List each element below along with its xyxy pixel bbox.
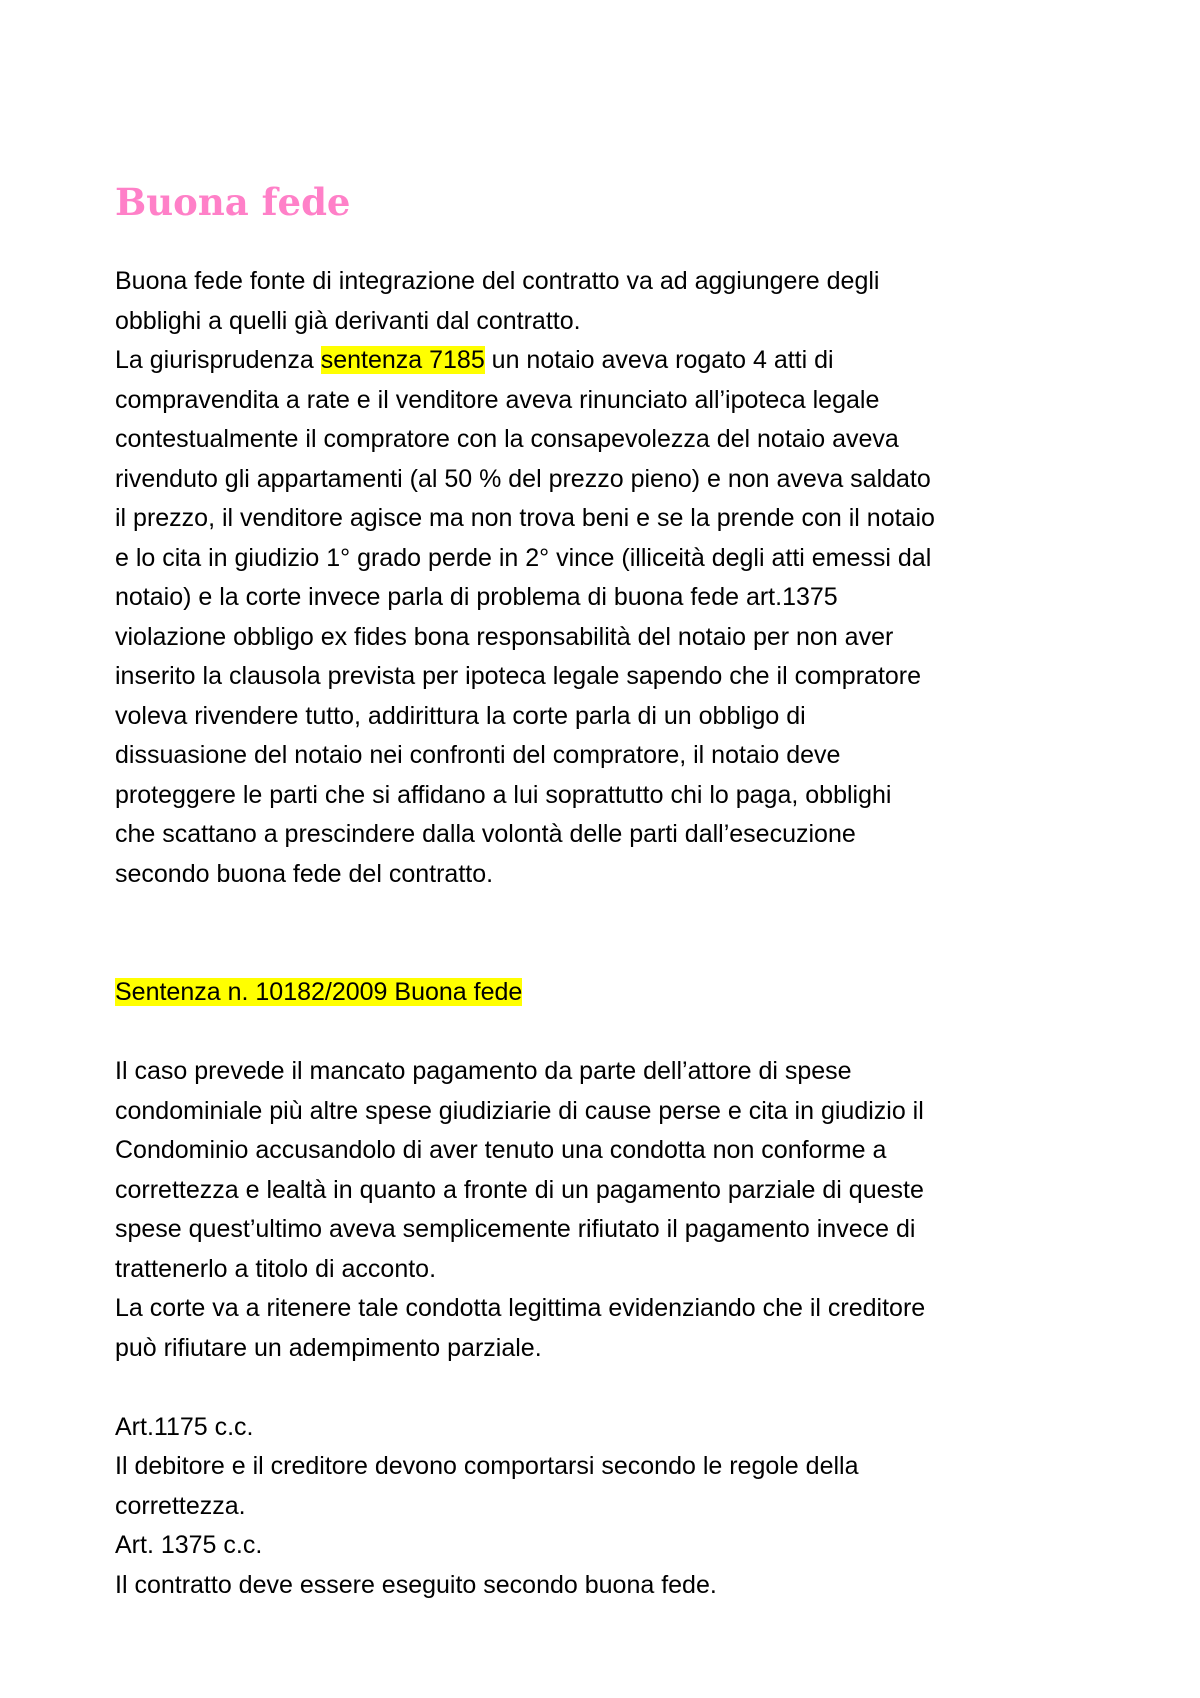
text-line <box>115 973 1115 1013</box>
text-segment: Art. 1375 c.c. <box>115 1531 263 1559</box>
text-segment: Art.1175 c.c. <box>115 1412 254 1441</box>
text-segment: La giurisprudenza <box>115 346 321 374</box>
text-segment: La corte va a ritenere tale condotta legittima evidenziando che il creditore <box>115 1294 926 1322</box>
text-segment: secondo buona fede del contratto. <box>115 859 494 888</box>
text-line <box>115 657 1115 697</box>
text-segment: rivenduto gli appartamenti (al 50 % del prezzo pieno) e non aveva saldato <box>115 464 931 493</box>
text-line <box>115 1210 1115 1250</box>
text-line <box>115 1092 1115 1132</box>
text-segment: voleva rivendere tutto, addirittura la corte parla di un obbligo di <box>115 701 806 730</box>
text-line <box>115 341 1115 381</box>
text-segment: obblighi a quelli già derivanti dal contratto. <box>115 306 581 335</box>
highlighted-text: sentenza 7185 <box>320 346 485 374</box>
text-line <box>115 1289 1115 1329</box>
text-segment: contestualmente il compratore con la consapevolezza del notaio aveva <box>115 425 899 453</box>
text-segment: notaio) e la corte invece parla di problema di buona fede art.1375 <box>115 583 838 611</box>
text-segment: Buona fede fonte di integrazione del contratto va ad aggiungere degli <box>115 267 880 295</box>
text-segment: Il debitore e il creditore devono comportarsi secondo le regole della <box>115 1452 859 1480</box>
text-line <box>115 1329 1115 1369</box>
text-line <box>115 381 1115 421</box>
text-segment: spese quest’ultimo aveva semplicemente rifiutato il pagamento invece di <box>115 1215 916 1243</box>
text-line <box>115 815 1115 855</box>
text-line <box>115 302 1115 342</box>
text-line <box>115 1526 1115 1566</box>
text-segment: Il caso prevede il mancato pagamento da parte dell’attore di spese <box>115 1057 852 1085</box>
text-segment: correttezza. <box>115 1491 246 1520</box>
text-segment: un notaio aveva rogato 4 atti di <box>484 346 834 374</box>
text-line <box>115 539 1115 579</box>
text-line <box>115 578 1115 618</box>
text-segment: condominiale più altre spese giudiziarie di cause perse e cita in giudizio il <box>115 1096 924 1125</box>
text-line <box>115 499 1115 539</box>
text-line <box>115 1052 1115 1092</box>
text-segment: Il contratto deve essere eseguito secondo buona fede. <box>115 1570 717 1599</box>
text-line <box>115 1447 1115 1487</box>
text-segment: Condominio accusandolo di aver tenuto una condotta non conforme a <box>115 1136 887 1164</box>
text-line <box>115 460 1115 500</box>
text-segment: può rifiutare un adempimento parziale. <box>115 1333 542 1362</box>
text-line <box>115 1487 1115 1527</box>
text-line <box>115 1408 1115 1448</box>
text-segment: violazione obbligo ex fides bona responsabilità del notaio per non aver <box>115 622 894 651</box>
text-segment: compravendita a rate e il venditore aveva rinunciato all’ipoteca legale <box>115 385 880 414</box>
text-line <box>115 420 1115 460</box>
blank-line <box>115 934 1115 974</box>
text-line <box>115 1131 1115 1171</box>
text-line <box>115 697 1115 737</box>
text-segment: dissuasione del notaio nei confronti del compratore, il notaio deve <box>115 741 841 769</box>
text-segment: inserito la clausola prevista per ipoteca legale sapendo che il compratore <box>115 662 922 690</box>
document-body <box>115 262 1115 1605</box>
text-segment: correttezza e lealtà in quanto a fronte di un pagamento parziale di queste <box>115 1175 924 1204</box>
text-segment: il prezzo, il venditore agisce ma non trova beni e se la prende con il notaio <box>115 504 935 532</box>
blank-line <box>115 1368 1115 1408</box>
text-segment: e lo cita in giudizio 1° grado perde in 2° vince (illiceità degli atti emessi dal <box>115 543 932 572</box>
text-segment: trattenerlo a titolo di acconto. <box>115 1254 437 1283</box>
highlighted-text: Sentenza n. 10182/2009 Buona fede <box>115 978 523 1006</box>
document-title: Buona fede <box>115 180 351 224</box>
text-segment: proteggere le parti che si affidano a lui soprattutto chi lo paga, obblighi <box>115 780 892 809</box>
text-line <box>115 1171 1115 1211</box>
text-line <box>115 1566 1115 1606</box>
blank-line <box>115 1013 1115 1053</box>
text-line <box>115 855 1115 895</box>
blank-line <box>115 894 1115 934</box>
text-line <box>115 1250 1115 1290</box>
text-segment: che scattano a prescindere dalla volontà delle parti dall’esecuzione <box>115 820 856 848</box>
text-line <box>115 618 1115 658</box>
text-line <box>115 262 1115 302</box>
text-line <box>115 736 1115 776</box>
text-line <box>115 776 1115 816</box>
